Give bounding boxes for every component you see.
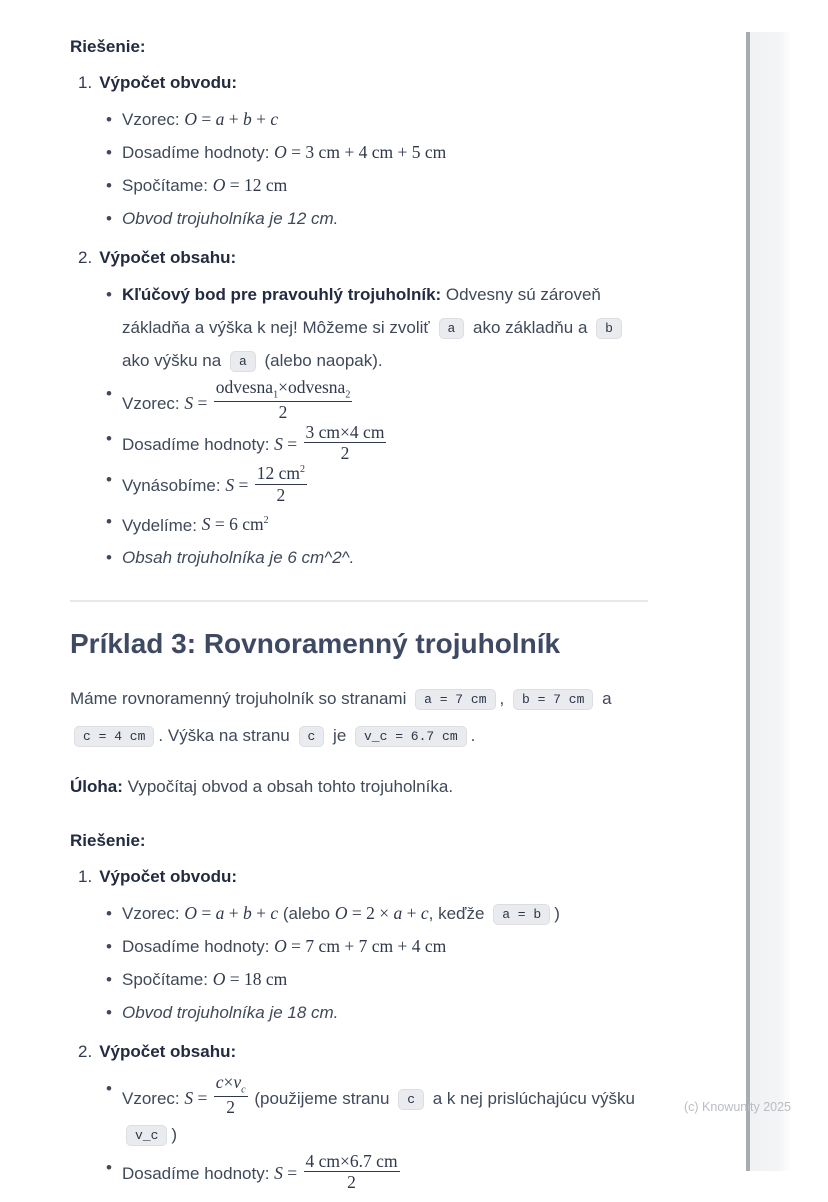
inline-code: a = 7 cm [415, 689, 495, 710]
section-divider [70, 600, 648, 602]
solution-heading-1: Riešenie: [70, 37, 146, 56]
step-title: Výpočet obsahu: [99, 1042, 237, 1062]
inline-code: a [439, 318, 465, 339]
list-item: • Vzorec: S = $\frac{odvesna_1\times odvesna_2}{2}$ [104, 377, 648, 422]
math-fraction [304, 422, 387, 463]
list-item: • Kľúčový bod pre pravouhlý trojuholník: Odvesny sú zároveň základňa a výška k nej! Môžeme si zvoliť a ako základňu a b ako výšku na a (alebo naopak). [104, 278, 648, 377]
math-expression: S = 6 $cm^2$ [201, 514, 269, 535]
solution-steps-1 [70, 70, 648, 574]
list-item: • Dosadíme hodnoty: S = $\frac{3 cm\times 4 cm}{2}$ [104, 422, 648, 463]
math-expression: O = 7 cm + 7 cm + 4 cm [274, 936, 447, 957]
inline-code: v_c [126, 1125, 167, 1146]
step-number: 2. [78, 248, 93, 267]
math-expression: 3 cm×4 cm [305, 422, 385, 443]
bullet-list [78, 278, 648, 574]
list-item: • Vydelíme: S = 6 $cm^2$ [104, 505, 648, 542]
math-expression: 2 [340, 443, 350, 464]
math-expression: odvesna$_1$×odvesna$_2$ [215, 377, 351, 401]
step-number: 1. [78, 867, 93, 887]
math-expression: S = [225, 475, 249, 496]
italic-text: Obsah trojuholníka je 6 cm^2^. [122, 548, 355, 568]
list-item: • Dosadíme hodnoty: O = 7 cm + 7 cm + 4 cm [104, 930, 648, 963]
list-item [104, 996, 648, 1029]
list-item: • Vzorec: S = $\frac{c\times v_c}{2}$ (použijeme stranu c a k nej prislúchajúcu výšku v_c ) [104, 1072, 648, 1150]
math-expression: O = a + b + c [184, 109, 279, 129]
step-area-1 [78, 245, 648, 574]
inline-code: c [398, 1089, 424, 1110]
step-perimeter-1 [78, 70, 648, 235]
math-expression: O = 2 × a + c [334, 903, 429, 924]
step-title: Výpočet obvodu: [99, 73, 238, 92]
math-expression: S = [274, 434, 298, 455]
bold-text: Kľúčový bod pre pravouhlý trojuholník: [122, 285, 442, 304]
math-expression: 2 [278, 402, 288, 422]
math-expression: S = [274, 1162, 298, 1183]
math-expression: O = 18 cm [212, 969, 288, 990]
intro-paragraph: Máme rovnoramenný trojuholník so stranami a = 7 cm , b = 7 cm a c = 4 cm . Výška na stranu c je v_c = 6.7 cm . [70, 689, 612, 746]
copyright-note: (c) Knowunity 2025 [684, 1100, 792, 1114]
math-expression: 12 $cm^2$ [256, 463, 305, 484]
math-fraction [304, 1151, 400, 1192]
list-item [104, 541, 648, 574]
inline-code: a = b [493, 904, 550, 925]
scrollbar-thumb[interactable] [746, 32, 750, 1171]
step-area-2 [78, 1039, 648, 1191]
step-number: 2. [78, 1042, 93, 1062]
math-expression: 4 cm×6.7 cm [305, 1150, 398, 1171]
list-item: • Dosadíme hodnoty: S = $\frac{4 cm\times 6.7 cm}{2}$ [104, 1151, 648, 1192]
inline-code: c [299, 726, 325, 747]
solution-heading-2: Riešenie: [70, 831, 146, 851]
math-fraction [255, 463, 307, 504]
list-item: • Dosadíme hodnoty: O = 3 cm + 4 cm + 5 cm [104, 136, 648, 169]
math-expression: O = 12 cm [212, 175, 288, 195]
math-expression: 2 [347, 1171, 356, 1192]
math-expression: O = a + b + c [184, 903, 279, 924]
list-item: • Spočítame: O = 12 cm [104, 169, 648, 202]
document-content [70, 34, 648, 1202]
math-expression: O = 3 cm + 4 cm + 5 cm [274, 142, 447, 162]
math-fraction [214, 377, 353, 422]
inline-code: b = 7 cm [513, 689, 593, 710]
math-expression: 2 [276, 484, 286, 505]
task-paragraph: Úloha: Vypočítaj obvod a obsah tohto trojuholníka. [70, 777, 454, 797]
math-fraction [214, 1072, 248, 1117]
inline-code: c = 4 cm [74, 726, 154, 747]
scrollbar-track[interactable] [750, 32, 790, 1171]
example-heading: Príklad 3: Rovnoramenný trojuholník [70, 628, 561, 660]
list-item: • Spočítame: O = 18 cm [104, 963, 648, 996]
math-expression: S = [184, 1088, 208, 1109]
list-item: • Vzorec: O = a + b + c (alebo O = 2 × a + c, keďže a = b ) [104, 897, 648, 930]
solution-steps-2 [70, 864, 648, 1191]
inline-code: b [596, 318, 622, 339]
step-number: 1. [78, 73, 93, 92]
math-expression: 2 [226, 1097, 236, 1118]
inline-code: v_c = 6.7 cm [355, 726, 467, 747]
math-expression: $c\times v_c$ [215, 1072, 246, 1096]
inline-code: a [230, 351, 256, 372]
list-item: • Vynásobíme: S = $\frac{12 cm^2}{2}$ [104, 463, 648, 504]
list-item: • Vzorec: O = a + b + c [104, 103, 648, 136]
italic-text: Obvod trojuholníka je 18 cm. [122, 1003, 339, 1023]
bold-text: Úloha: [70, 777, 123, 797]
bullet-list [78, 103, 648, 235]
step-title: Výpočet obsahu: [99, 248, 237, 267]
step-title: Výpočet obvodu: [99, 867, 238, 887]
italic-text: Obvod trojuholníka je 12 cm. [122, 209, 339, 228]
list-item [104, 202, 648, 235]
bullet-list [78, 1072, 648, 1191]
bullet-list [78, 897, 648, 1029]
step-perimeter-2 [78, 864, 648, 1029]
math-expression: S = [184, 393, 208, 413]
